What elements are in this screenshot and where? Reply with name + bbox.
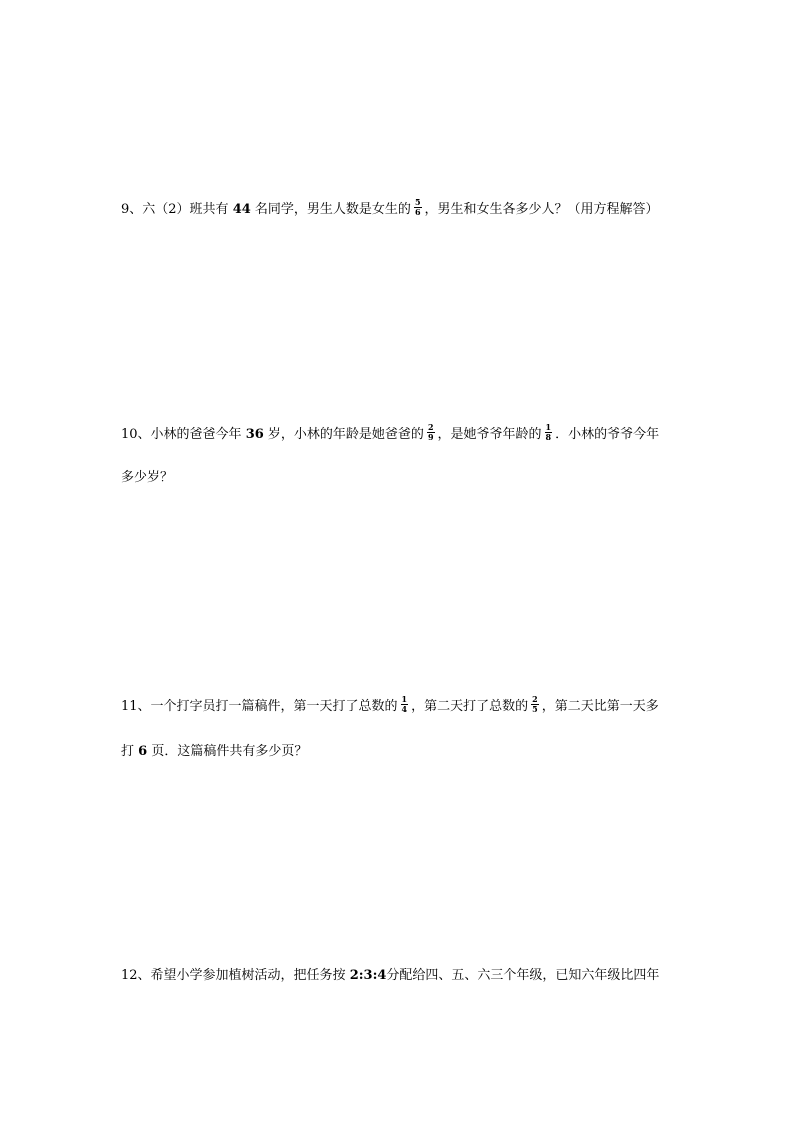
fraction-denominator: 6 — [414, 207, 421, 217]
problem-11-line-2 — [121, 743, 307, 761]
fraction-denominator: 8 — [545, 432, 552, 442]
problem-11-line2-prefix: 打 — [121, 744, 135, 759]
problem-10-line-2 — [121, 469, 173, 487]
problem-10-value: 36 — [245, 427, 264, 442]
fraction-1-8 — [545, 423, 553, 442]
fraction-2-5 — [531, 695, 539, 714]
problem-11-prefix: 11、一个打字员打一篇稿件，第一天打了总数的 — [121, 699, 398, 714]
problem-10-prefix: 10、小林的爸爸今年 — [121, 427, 242, 442]
problem-12-value: 2:3:4 — [349, 968, 387, 983]
problem-9-value: 44 — [232, 202, 251, 217]
problem-10-mid2: ，是她爷爷年龄的 — [437, 427, 542, 442]
problem-11-line2-value: 6 — [138, 744, 148, 759]
fraction-denominator: 4 — [401, 704, 408, 714]
problem-10-mid: 岁，小林的年龄是她爸爸的 — [267, 427, 424, 442]
problem-12-prefix: 12、希望小学参加植树活动，把任务按 — [121, 968, 346, 983]
problem-11-mid: ，第二天打了总数的 — [411, 699, 529, 714]
problem-10-line2-text: 多少岁？ — [121, 470, 174, 485]
problem-9-line-1 — [121, 197, 659, 219]
fraction-numerator: 5 — [414, 197, 421, 207]
fraction-1-4 — [401, 695, 409, 714]
problem-12-suffix: 分配给四、五、六三个年级，已知六年级比四年 — [386, 968, 660, 983]
problem-9-prefix: 9、六（2）班共有 — [121, 202, 229, 217]
fraction-numerator: 1 — [545, 422, 552, 432]
problem-9-suffix: ，男生和女生各多少人？（用方程解答） — [424, 202, 659, 217]
fraction-denominator: 5 — [532, 704, 538, 714]
problem-9-mid: 名同学，男生人数是女生的 — [254, 202, 411, 217]
problem-10-suffix: ．小林的爷爷今年 — [555, 427, 660, 442]
problem-11-suffix: ，第二天比第一天多 — [541, 699, 659, 714]
problem-11-line2-suffix: 页．这篇稿件共有多少页？ — [151, 744, 308, 759]
problem-12-line-1 — [121, 967, 659, 985]
fraction-numerator: 1 — [401, 694, 408, 704]
problem-11-line-1 — [121, 694, 659, 716]
fraction-denominator: 9 — [427, 432, 434, 442]
fraction-numerator: 2 — [427, 422, 434, 432]
fraction-numerator: 2 — [532, 694, 538, 704]
problem-10-line-1 — [121, 422, 660, 444]
fraction-2-9 — [427, 423, 435, 442]
fraction-5-6 — [414, 198, 422, 217]
